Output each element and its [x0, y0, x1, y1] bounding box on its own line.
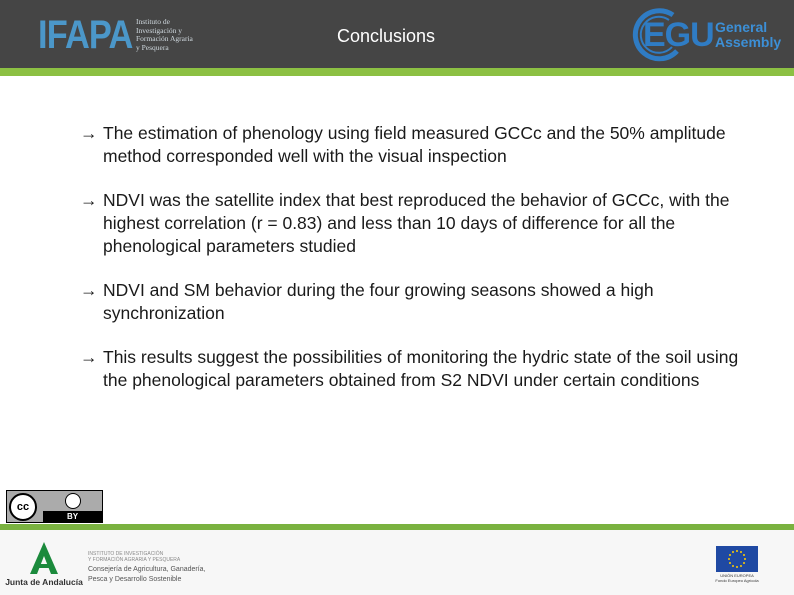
eu-caption [714, 573, 760, 583]
ifapa-subtitle-line: Instituto de [136, 17, 170, 26]
eu-caption-line: UNIÓN EUROPEA [720, 573, 754, 578]
arrow-right-icon: → [80, 347, 98, 367]
egu-line1: General [715, 19, 768, 35]
header-accent-bar [0, 68, 794, 76]
conclusion-text: This results suggest the possibilities of monitoring the hydric state of the soil using the phenological parameters obtained from S2 NDVI under certain conditions [103, 347, 739, 390]
conclusion-item [80, 122, 740, 168]
eu-stars-icon [716, 546, 758, 572]
egu-wordmark [715, 20, 781, 50]
creative-commons-icon: cc [9, 493, 37, 521]
institute-line: Y FORMACIÓN AGRARIA Y PESQUERA [88, 557, 181, 563]
cc-by-license-badge[interactable] [6, 490, 103, 523]
attribution-person-icon [65, 493, 81, 509]
junta-name: Junta de Andalucía [5, 577, 83, 587]
conclusion-item [80, 346, 740, 392]
page-title: Conclusions [336, 26, 436, 46]
ifapa-subtitle-line: Investigación y [136, 25, 183, 35]
conclusion-text: NDVI was the satellite index that best reproduced the behavior of GCCc, with the highest correlation (r = 0.83) and less than 10 days of difference for all the phenological parameters studied [103, 190, 730, 256]
conclusion-text: NDVI and SM behavior during the four growing seasons showed a high synchronization [103, 280, 654, 323]
institute-line: INSTITUTO DE INVESTIGACIÓN [88, 551, 164, 557]
arrow-right-icon: → [80, 123, 98, 143]
arrow-right-icon: → [80, 280, 98, 300]
conclusion-text: The estimation of phenology using field measured GCCc and the 50% amplitude method corresponded well with the visual inspection [103, 123, 726, 166]
footer-institution-text [88, 551, 238, 585]
ifapa-subtitle-line: y Pesquera [136, 42, 169, 52]
eu-caption-line: Fondo Europeo Agrícola [715, 578, 759, 583]
ifapa-subtitle-line: Formación Agraria [136, 34, 193, 43]
arrow-right-icon: → [80, 190, 98, 210]
egu-line2: Assembly [715, 34, 782, 50]
junta-andalucia-logo [4, 540, 84, 590]
conclusions-list [80, 122, 740, 413]
eu-flag [716, 546, 758, 572]
conclusion-item [80, 189, 740, 258]
consejeria-line: Consejería de Agricultura, Ganadería, [88, 566, 206, 573]
egu-logo [629, 6, 791, 64]
egu-mark: EGU [643, 16, 714, 54]
junta-emblem-icon [4, 540, 84, 576]
consejeria-line: Pesca y Desarrollo Sostenible [88, 576, 182, 583]
cc-by-label: BY [43, 511, 102, 522]
conclusion-item [80, 279, 740, 325]
header-bar [0, 0, 794, 68]
ifapa-wordmark: IFAPA [38, 13, 133, 57]
